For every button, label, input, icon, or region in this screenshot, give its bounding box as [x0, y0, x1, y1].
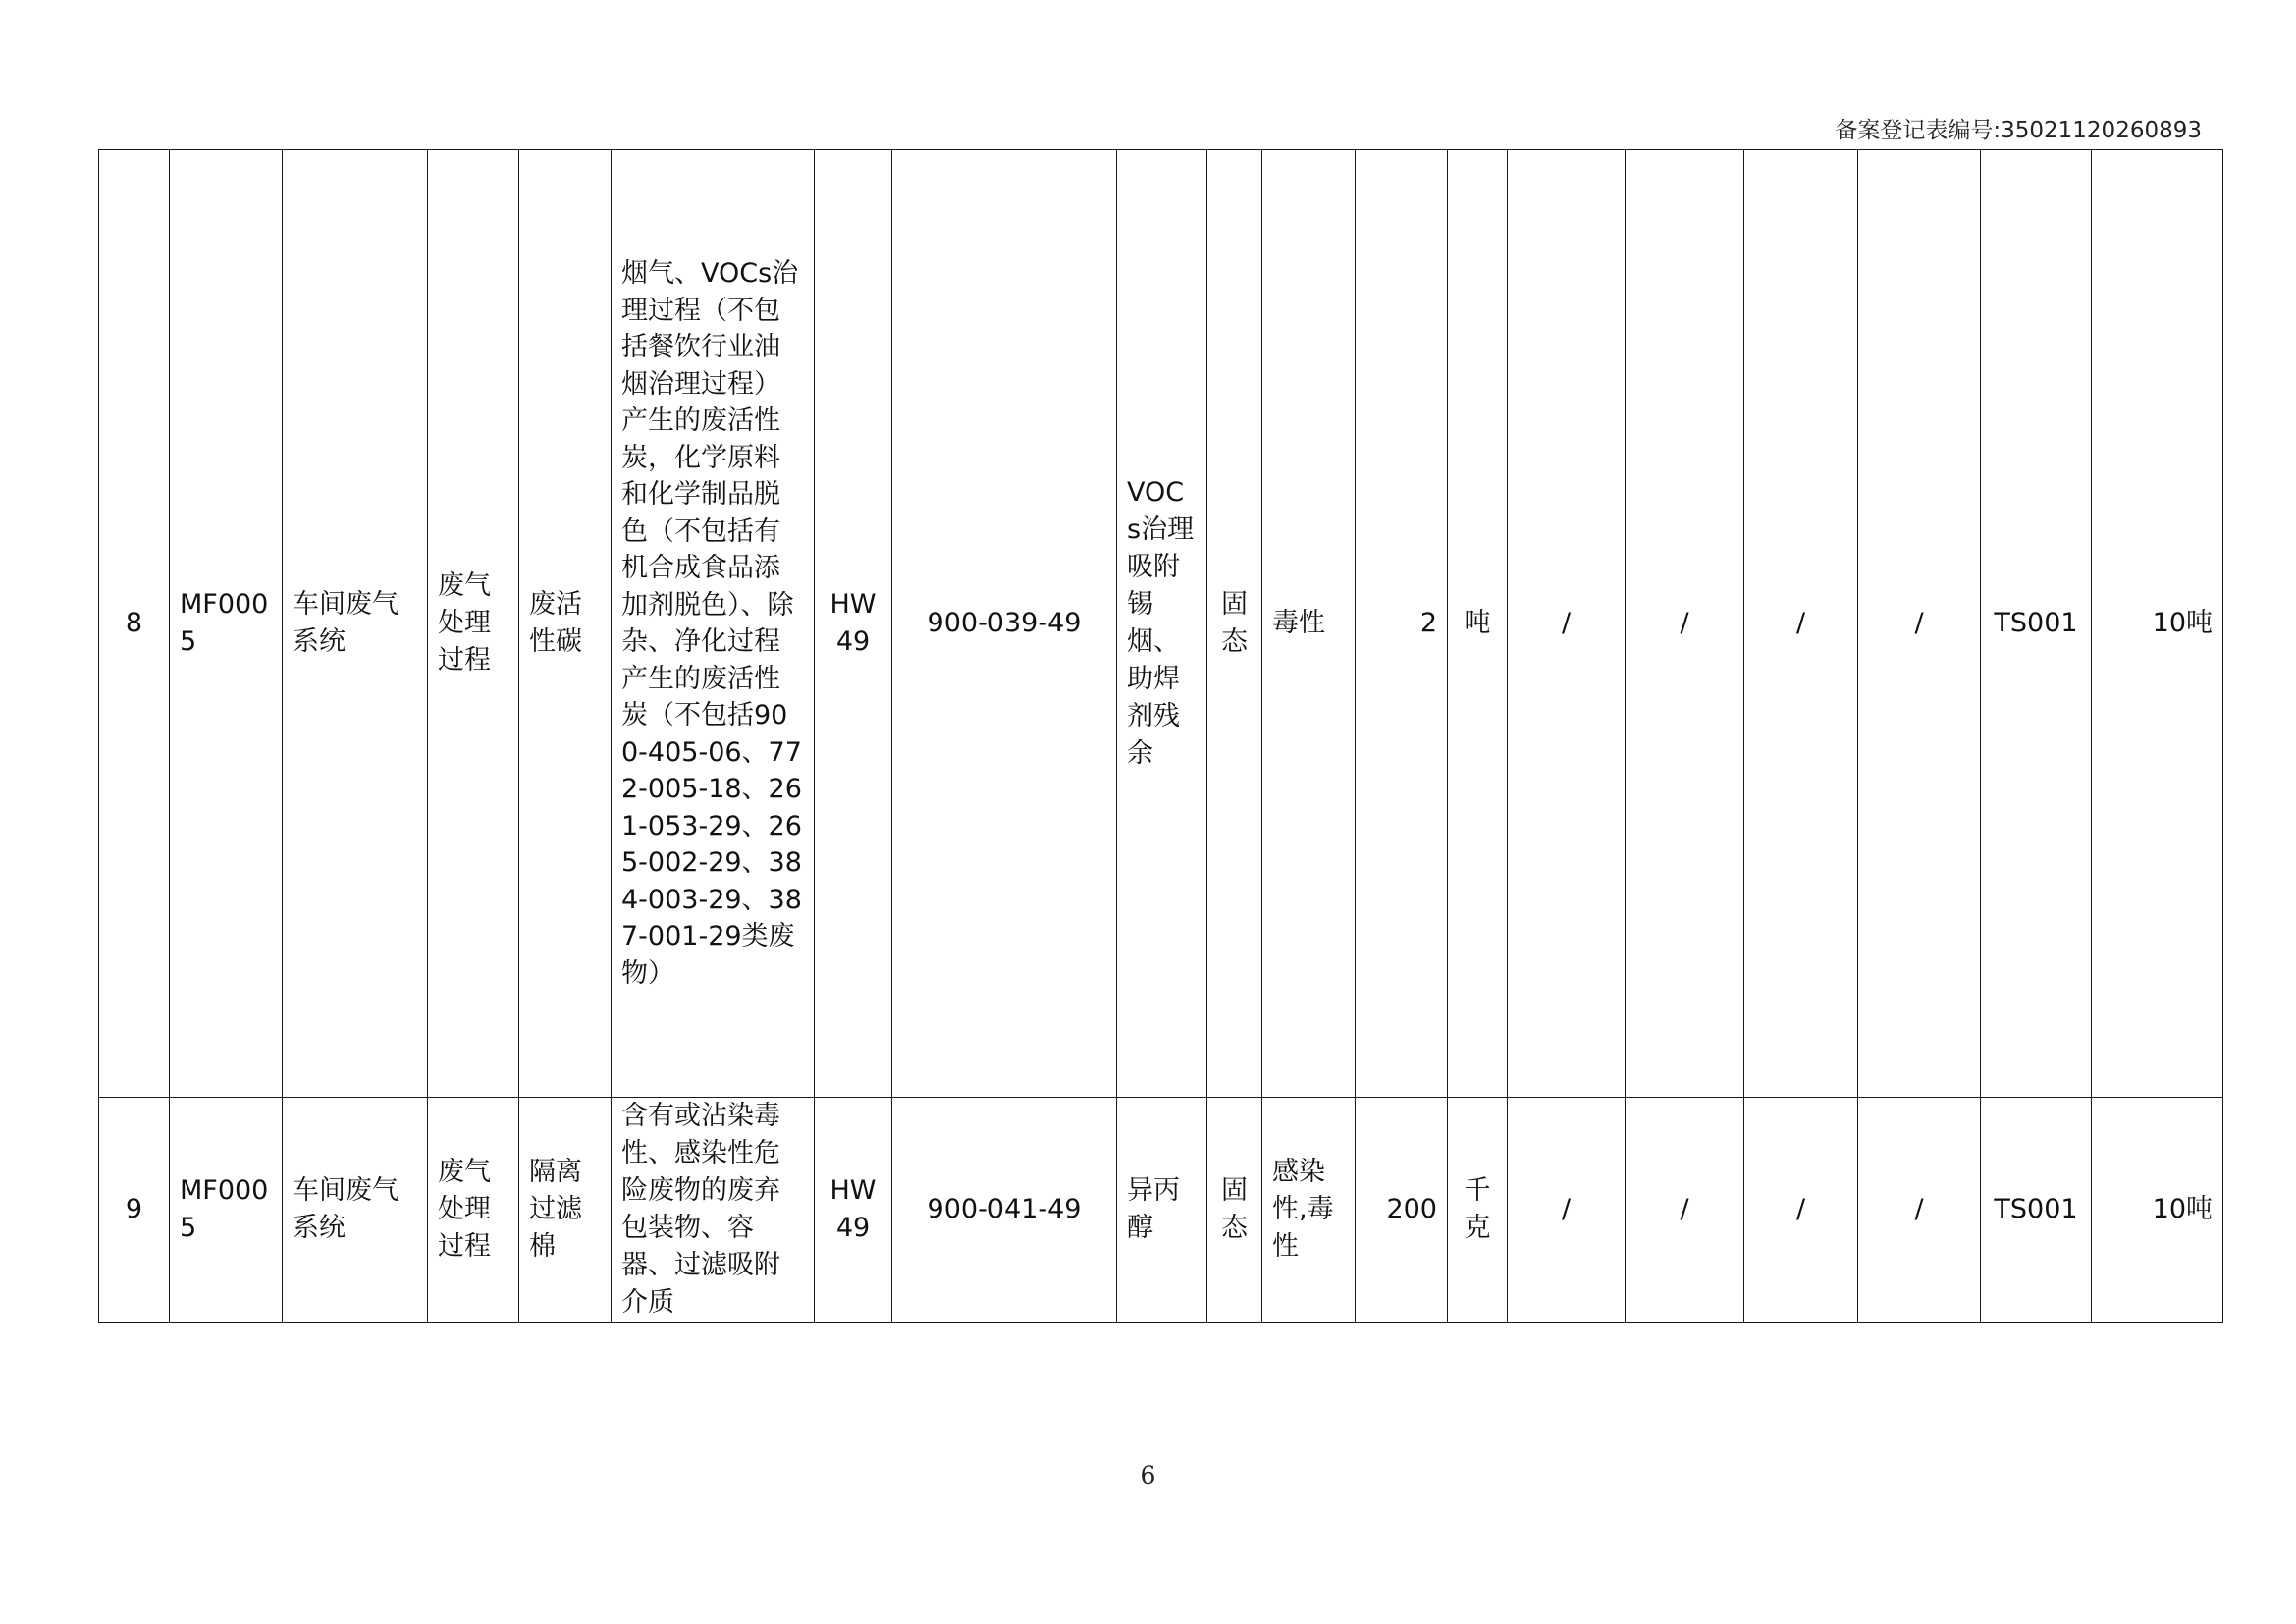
- table-row: [99, 1098, 2223, 1323]
- facility-cell: 车间废气系统: [283, 150, 428, 1098]
- unit-cell: 千克: [1448, 1098, 1508, 1323]
- slash-cell: /: [1508, 1098, 1626, 1323]
- process-cell: 废气处理过程: [428, 1098, 519, 1323]
- physical-form-cell: 固态: [1207, 150, 1262, 1098]
- storage-facility-code-cell: TS001: [1981, 150, 2092, 1098]
- physical-form-cell: 固态: [1207, 1098, 1262, 1323]
- waste-category-cell: HW49: [815, 150, 892, 1098]
- page-number: 6: [1140, 1461, 1156, 1489]
- storage-facility-code-cell: TS001: [1981, 1098, 2092, 1323]
- storage-capacity-cell: 10吨: [2092, 150, 2223, 1098]
- waste-code-cell: 900-041-49: [892, 1098, 1117, 1323]
- hazard-property-cell: 感染性,毒性: [1262, 1098, 1356, 1323]
- row-index-cell: 9: [99, 1098, 170, 1323]
- hazard-property-cell: 毒性: [1262, 150, 1356, 1098]
- slash-cell: /: [1744, 1098, 1858, 1323]
- slash-cell: /: [1626, 1098, 1744, 1323]
- slash-cell: /: [1744, 150, 1858, 1098]
- slash-cell: /: [1858, 150, 1981, 1098]
- waste-name-cell: 隔离过滤棉: [519, 1098, 612, 1323]
- waste-description-cell: 烟气、VOCs治理过程（不包括餐饮行业油烟治理过程）产生的废活性炭，化学原料和化学制品脱色（不包括有机合成食品添加剂脱色）、除杂、净化过程产生的废活性炭（不包括900-405-06、772-005-18、261-053-29、265-002-29、384-003-29、387-001-29类废物）: [612, 150, 815, 1098]
- source-code-cell: MF0005: [170, 1098, 283, 1323]
- row-index-cell: 8: [99, 150, 170, 1098]
- waste-name-cell: 废活性碳: [519, 150, 612, 1098]
- record-number-label: 备案登记表编号:: [1835, 118, 2002, 143]
- quantity-cell: 2: [1356, 150, 1448, 1098]
- source-code-cell: MF0005: [170, 150, 283, 1098]
- record-number-value: 35021120260893: [2001, 118, 2202, 143]
- storage-capacity-cell: 10吨: [2092, 1098, 2223, 1323]
- slash-cell: /: [1626, 150, 1744, 1098]
- waste-description-cell: 含有或沾染毒性、感染性危险废物的废弃包装物、容器、过滤吸附介质: [612, 1098, 815, 1323]
- process-cell: 废气处理过程: [428, 150, 519, 1098]
- slash-cell: /: [1508, 150, 1626, 1098]
- unit-cell: 吨: [1448, 150, 1508, 1098]
- quantity-cell: 200: [1356, 1098, 1448, 1323]
- facility-cell: 车间废气系统: [283, 1098, 428, 1323]
- waste-category-cell: HW49: [815, 1098, 892, 1323]
- harmful-component-cell: 异丙醇: [1117, 1098, 1207, 1323]
- harmful-component-cell: VOCs治理吸附锡烟、助焊剂残余: [1117, 150, 1207, 1098]
- record-number-header: [1835, 112, 2202, 144]
- hazardous-waste-table: [98, 149, 2223, 1323]
- table-row: [99, 150, 2223, 1098]
- waste-code-cell: 900-039-49: [892, 150, 1117, 1098]
- slash-cell: /: [1858, 1098, 1981, 1323]
